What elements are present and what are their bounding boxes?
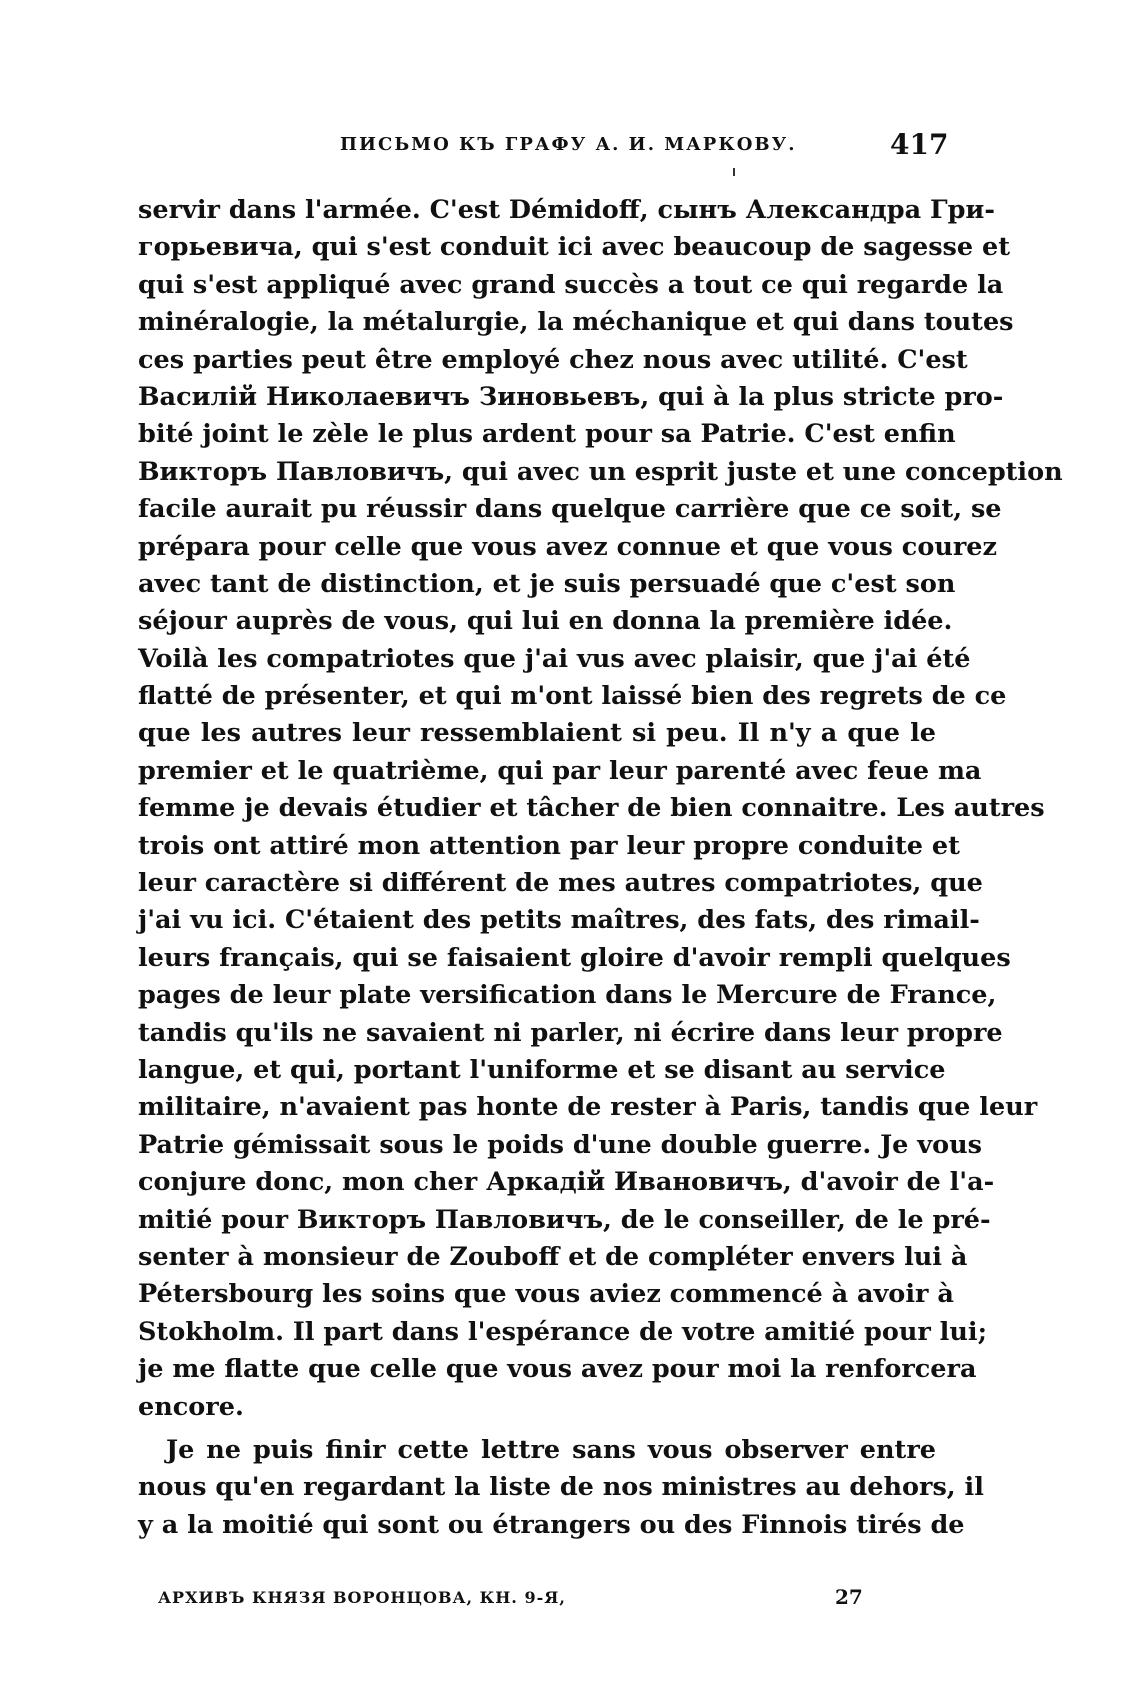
text-line: nous qu'en regardant la liste de nos ministres au dehors, il bbox=[138, 1472, 984, 1503]
text-line: Викторъ Павловичъ, qui avec un esprit juste et une conception bbox=[138, 456, 1063, 487]
text-line: ces parties peut être employé chez nous avec utilité. C'est bbox=[138, 344, 968, 375]
body-text bbox=[138, 192, 1063, 1544]
text-line: tandis qu'ils ne savaient ni parler, ni écrire dans leur propre bbox=[138, 1017, 1003, 1048]
text-line: militaire, n'avaient pas honte de rester à Paris, tandis que leur bbox=[138, 1092, 1038, 1123]
text-line: avec tant de distinction, et je suis persuadé que c'est son bbox=[138, 568, 956, 599]
text-line: premier et le quatrième, qui par leur parenté avec feue ma bbox=[138, 755, 982, 786]
text-line: bité joint le zèle le plus ardent pour sa Patrie. C'est enfin bbox=[138, 419, 956, 450]
text-line: Je ne puis finir cette lettre sans vous observer entre bbox=[166, 1434, 936, 1465]
text-line: séjour auprès de vous, qui lui en donna la première idée. bbox=[138, 606, 953, 637]
text-line: flatté de présenter, et qui m'ont laissé bien des regrets de ce bbox=[138, 681, 1007, 712]
text-line: conjure donc, mon cher Аркадій Ивановичъ, d'avoir de l'a- bbox=[138, 1167, 995, 1198]
text-line: prépara pour celle que vous avez connue et que vous courez bbox=[138, 531, 998, 562]
sheet-number: 27 bbox=[835, 1585, 863, 1609]
text-line: senter à monsieur de Zouboff et de compléter envers lui à bbox=[138, 1241, 968, 1272]
text-line: je me flatte que celle que vous avez pour moi la renforcera bbox=[138, 1354, 977, 1385]
text-line: горьевича, qui s'est conduit ici avec beaucoup de sagesse et bbox=[138, 232, 1011, 263]
text-line: Василій Николаевичъ Зиновьевъ, qui à la plus stricte pro- bbox=[138, 381, 1004, 412]
text-line: leur caractère si différent de mes autres compatriotes, que bbox=[138, 868, 983, 899]
text-line: Stokholm. Il part dans l'espérance de votre amitié pour lui; bbox=[138, 1316, 988, 1347]
text-line: y a la moitié qui sont ou étrangers ou des Finnois tirés de bbox=[138, 1509, 965, 1540]
text-line: trois ont attiré mon attention par leur propre conduite et bbox=[138, 830, 960, 861]
text-line: Patrie gémissait sous le poids d'une double guerre. Je vous bbox=[138, 1129, 982, 1160]
text-line: j'ai vu ici. C'étaient des petits maîtres, des fats, des rimail- bbox=[138, 905, 980, 936]
text-line: pages de leur plate versification dans le Mercure de France, bbox=[138, 980, 997, 1011]
paragraph-1 bbox=[138, 192, 1063, 1426]
page-number: 417 bbox=[890, 128, 949, 161]
text-line: qui s'est appliqué avec grand succès a tout ce qui regarde la bbox=[138, 269, 1004, 300]
text-line: que les autres leur ressemblaient si peu. Il n'y a que le bbox=[138, 718, 936, 749]
running-title: ПИСЬМО КЪ ГРАФУ А. И. МАРКОВУ. bbox=[340, 134, 797, 155]
paragraph-2 bbox=[138, 1432, 984, 1544]
text-line: Voilà les compatriotes que j'ai vus avec plaisir, que j'ai été bbox=[138, 643, 971, 674]
text-line: Pétersbourg les soins que vous aviez commencé à avoir à bbox=[138, 1279, 954, 1310]
text-line: femme je devais étudier et tâcher de bien connaitre. Les autres bbox=[138, 793, 1045, 824]
print-mark bbox=[733, 168, 735, 176]
text-line: facile aurait pu réussir dans quelque carrière que ce soit, se bbox=[138, 494, 1002, 525]
text-line: minéralogie, la métalurgie, la méchanique et qui dans toutes bbox=[138, 307, 1014, 338]
text-line: leurs français, qui se faisaient gloire d'avoir rempli quelques bbox=[138, 942, 1011, 973]
text-line: mitié pour Викторъ Павловичъ, de le conseiller, de le pré- bbox=[138, 1204, 991, 1235]
text-line: servir dans l'armée. C'est Démidoff, сынъ Александра Гри- bbox=[138, 195, 995, 225]
text-line: langue, et qui, portant l'uniforme et se disant au service bbox=[138, 1054, 946, 1085]
text-line: encore. bbox=[138, 1391, 244, 1422]
signature-mark: АРХИВЪ КНЯЗЯ ВОРОНЦОВА, КН. 9-Я, bbox=[158, 1588, 566, 1607]
